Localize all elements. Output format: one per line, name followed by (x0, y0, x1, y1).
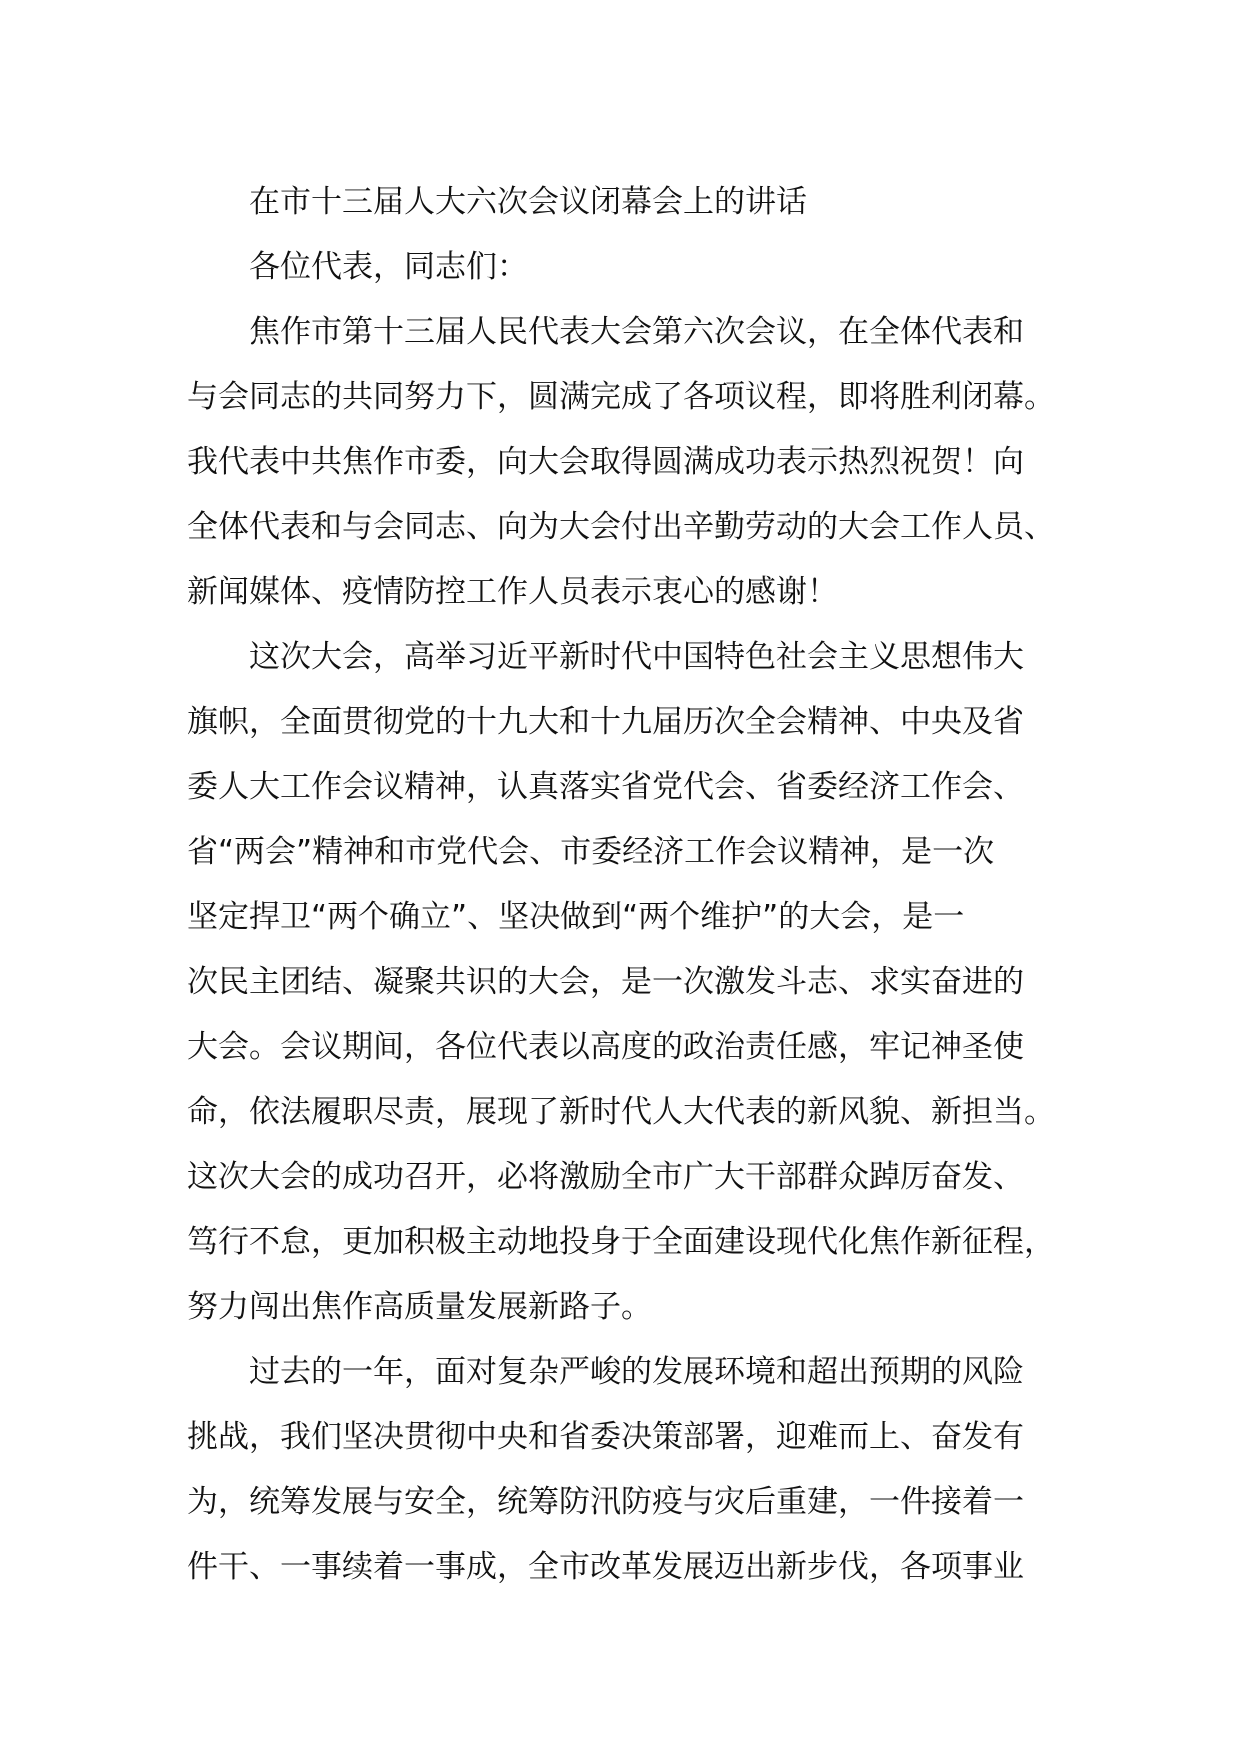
paragraph-line: 这次大会的成功召开，必将激励全市广大干部群众踔厉奋发、 (187, 1159, 1024, 1195)
paragraph-line: 坚定捍卫“两个确立”、坚决做到“两个维护”的大会，是一 (187, 899, 965, 935)
paragraph-line: 委人大工作会议精神，认真落实省党代会、省委经济工作会、 (187, 769, 1024, 805)
paragraph-line: 焦作市第十三届人民代表大会第六次会议，在全体代表和 (249, 314, 1024, 350)
paragraph-line: 笃行不怠，更加积极主动地投身于全面建设现代化焦作新征程， (187, 1224, 1055, 1260)
paragraph-line: 省“两会”精神和市党代会、市委经济工作会议精神，是一次 (187, 834, 995, 870)
paragraph-line: 新闻媒体、疫情防控工作人员表示衷心的感谢！ (187, 574, 838, 610)
paragraph-line: 命，依法履职尽责，展现了新时代人大代表的新风貌、新担当。 (187, 1094, 1055, 1130)
speech-title: 在市十三届人大六次会议闭幕会上的讲话 (249, 184, 807, 220)
paragraph-line: 全体代表和与会同志、向为大会付出辛勤劳动的大会工作人员、 (187, 509, 1055, 545)
paragraph-line: 旗帜，全面贯彻党的十九大和十九届历次全会精神、中央及省 (187, 704, 1024, 740)
paragraph-3 (187, 1340, 1087, 1600)
paragraph-line: 挑战，我们坚决贯彻中央和省委决策部署，迎难而上、奋发有 (187, 1419, 1024, 1455)
paragraph-line: 过去的一年，面对复杂严峻的发展环境和超出预期的风险 (249, 1354, 1024, 1390)
paragraph-line: 件干、一事续着一事成，全市改革发展迈出新步伐，各项事业 (187, 1549, 1024, 1585)
salutation: 各位代表，同志们： (249, 249, 528, 285)
paragraph-2 (187, 625, 1087, 1340)
paragraph-line: 努力闯出焦作高质量发展新路子。 (187, 1289, 652, 1325)
paragraph-line: 我代表中共焦作市委，向大会取得圆满成功表示热烈祝贺！向 (187, 444, 1024, 480)
paragraph-line: 大会。会议期间，各位代表以高度的政治责任感，牢记神圣使 (187, 1029, 1024, 1065)
paragraph-line: 与会同志的共同努力下，圆满完成了各项议程，即将胜利闭幕。 (187, 379, 1055, 415)
paragraph-line: 这次大会，高举习近平新时代中国特色社会主义思想伟大 (249, 639, 1024, 675)
speech-body (187, 170, 1087, 1600)
paragraph-line: 为，统筹发展与安全，统筹防汛防疫与灾后重建，一件接着一 (187, 1484, 1024, 1520)
paragraph-1 (187, 300, 1087, 625)
paragraph-line: 次民主团结、凝聚共识的大会，是一次激发斗志、求实奋进的 (187, 964, 1024, 1000)
